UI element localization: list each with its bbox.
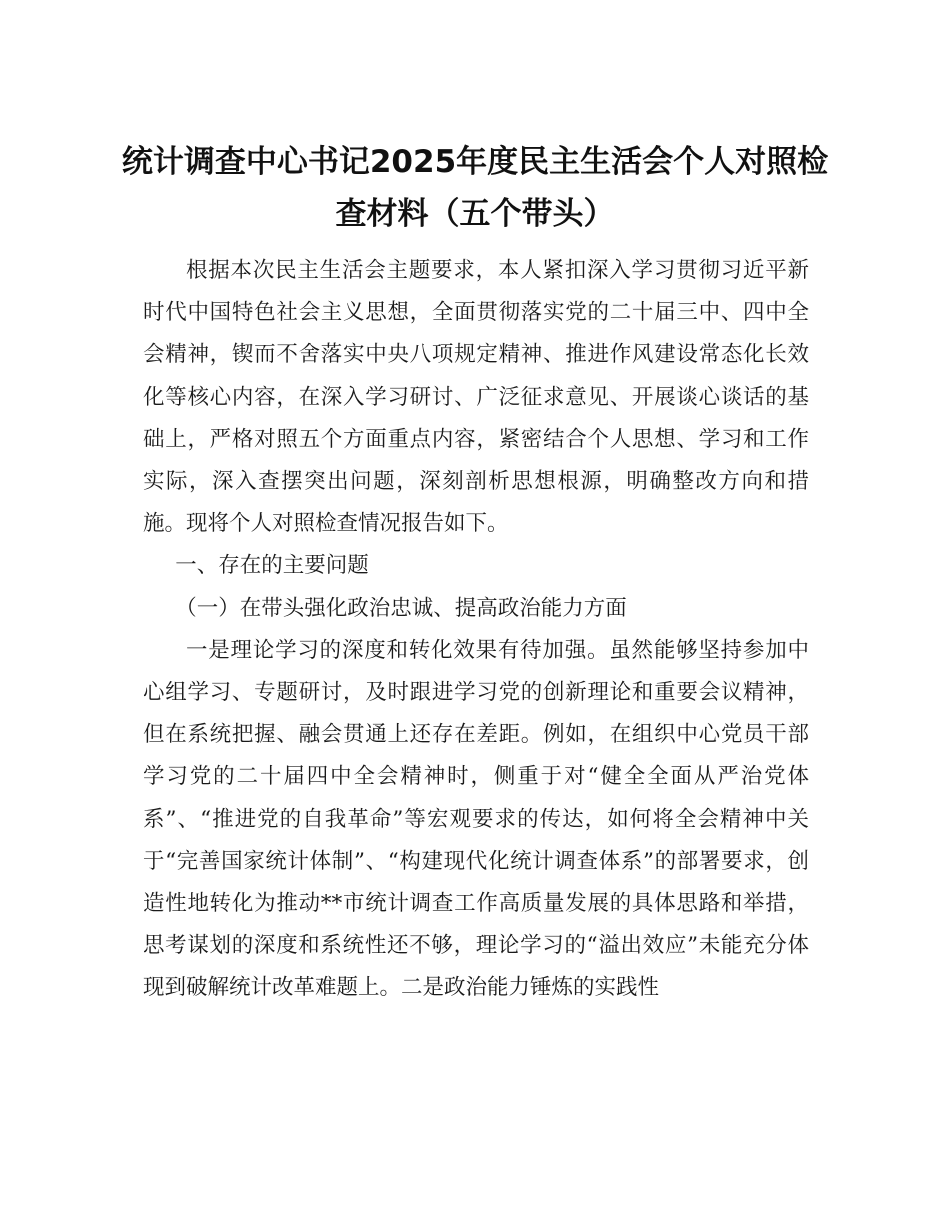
section-heading: 一、存在的主要问题 bbox=[175, 553, 369, 579]
document-title: 统计调查中心书记2025年度民主生活会个人对照检查材料（五个带头） bbox=[121, 144, 829, 232]
document-body bbox=[143, 250, 809, 1010]
subsection-heading: （一）在带头强化政治忠诚、提高政治能力方面 bbox=[175, 595, 627, 621]
body-paragraph: 一是理论学习的深度和转化效果有待加强。虽然能够坚持参加中心组学习、专题研讨，及时跟进学习党的创新理论和重要会议精神，但在系统把握、融会贯通上还存在差距。例如，在组织中心党员干部学习党的二十届四中全会精神时，侧重于对“健全全面从严治党体系”、“推进党的自我革命”等宏观要求的传达，如何将全会精神中关于“完善国家统计体制”、“构建现代化统计调查体系”的部署要求，创造性地转化为推动**市统计调查工作高质量发展的具体思路和举措，思考谋划的深度和系统性还不够，理论学习的“溢出效应”未能充分体现到破解统计改革难题上。二是政治能力锤炼的实践性 bbox=[143, 637, 809, 1001]
intro-paragraph: 根据本次民主生活会主题要求，本人紧扣深入学习贯彻习近平新时代中国特色社会主义思想，全面贯彻落实党的二十届三中、四中全会精神，锲而不舍落实中央八项规定精神、推进作风建设常态化长效化等核心内容，在深入学习研讨、广泛征求意见、开展谈心谈话的基础上，严格对照五个方面重点内容，紧密结合个人思想、学习和工作实际，深入查摆突出问题，深刻剖析思想根源，明确整改方向和措施。现将个人对照检查情况报告如下。 bbox=[143, 258, 809, 537]
